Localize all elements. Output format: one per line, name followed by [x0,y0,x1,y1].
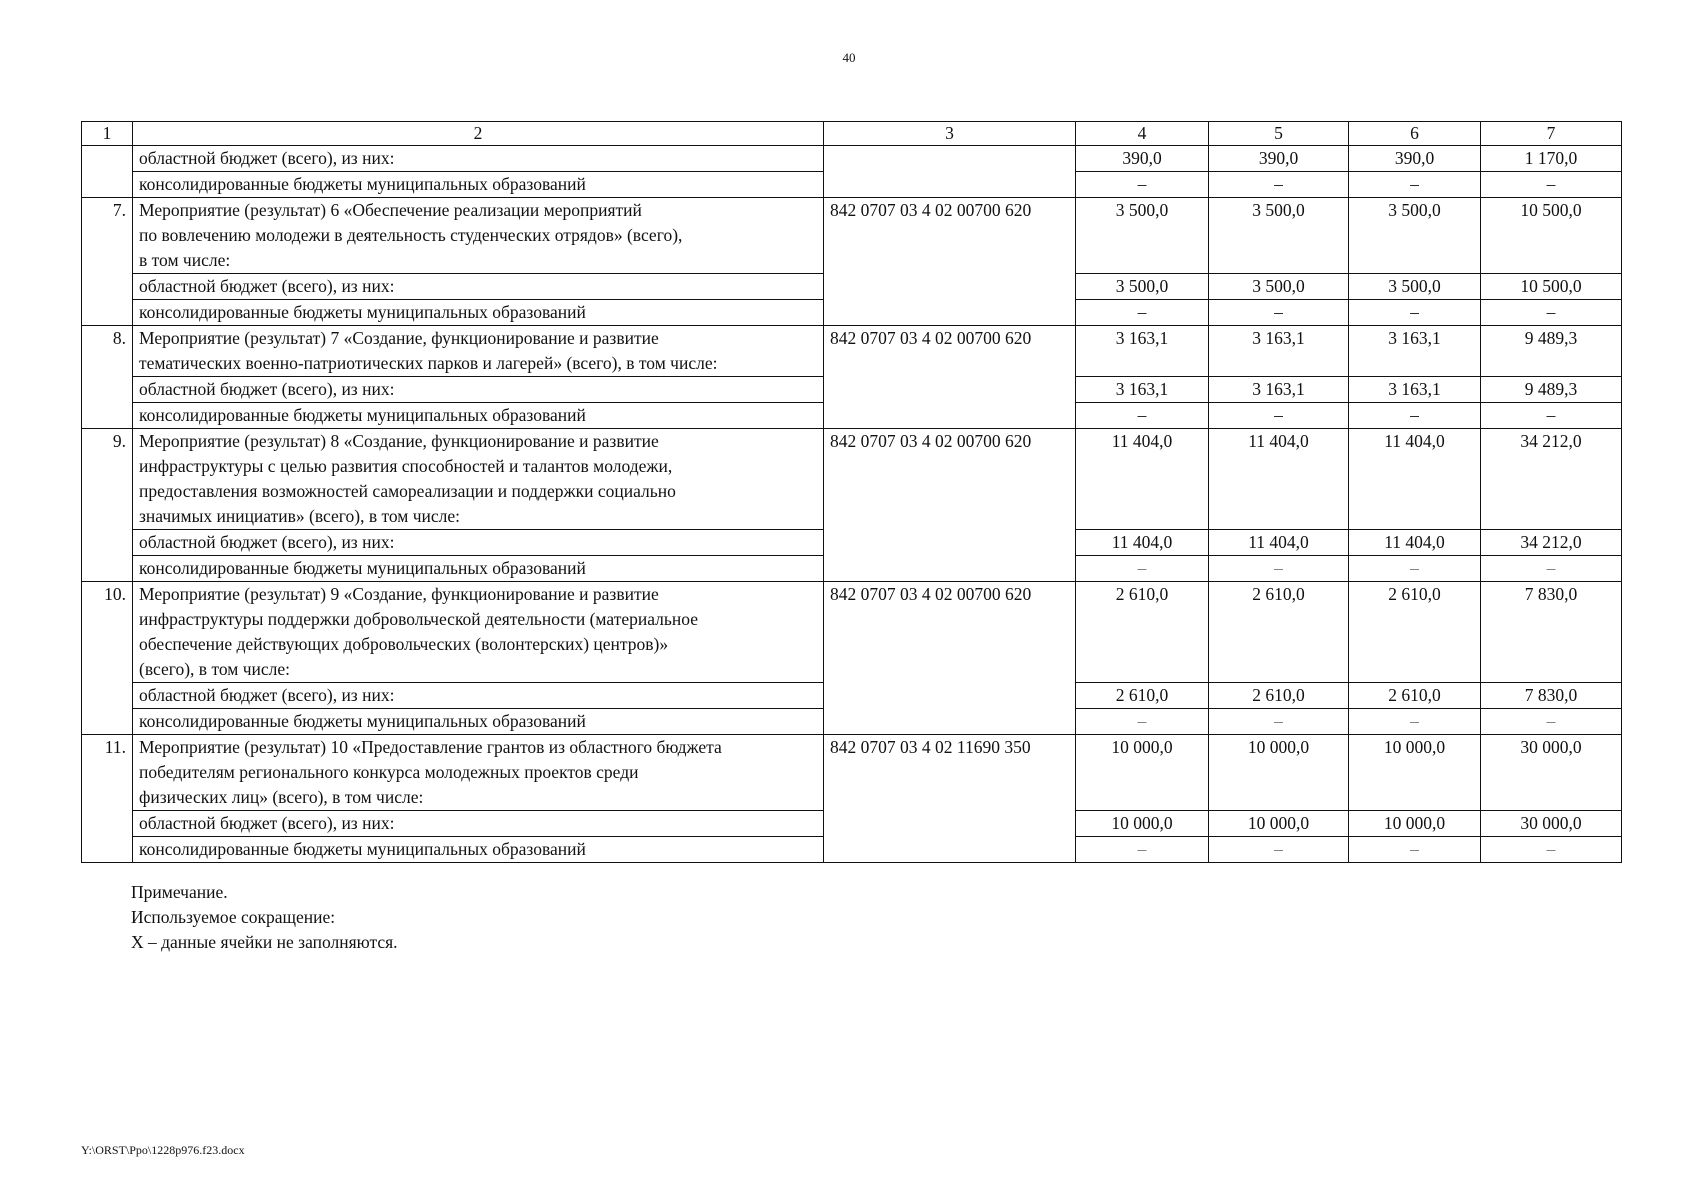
column-header: 5 [1209,122,1349,146]
value-cell: – [1481,709,1622,735]
column-header: 2 [133,122,824,146]
value-cell: 3 163,1 [1076,326,1209,377]
table-row [82,429,1622,530]
value-cell: – [1349,837,1481,863]
value-cell: – [1481,837,1622,863]
value-cell: 3 163,1 [1209,377,1349,403]
value-cell: – [1209,556,1349,582]
value-cell: 2 610,0 [1349,582,1481,683]
value-cell: 2 610,0 [1349,683,1481,709]
value-cell: 390,0 [1209,146,1349,172]
value-cell: 3 500,0 [1209,274,1349,300]
value-cell: – [1481,403,1622,429]
value-cell: – [1076,403,1209,429]
value-cell: 10 500,0 [1481,274,1622,300]
value-cell: 30 000,0 [1481,811,1622,837]
value-cell: 30 000,0 [1481,735,1622,811]
value-cell: 3 163,1 [1349,377,1481,403]
header-row [82,122,1622,146]
value-cell: – [1209,300,1349,326]
activity-title-line: (всего), в том числе: [139,659,291,679]
value-cell: 10 000,0 [1076,811,1209,837]
value-cell: – [1349,300,1481,326]
value-cell: – [1481,556,1622,582]
row-number-cell: 11. [82,735,133,863]
activity-title-line: в том числе: [139,250,231,270]
value-cell: 11 404,0 [1209,429,1349,530]
municipal-budget-label: консолидированные бюджеты муниципальных образований [133,556,824,582]
activity-title-line: победителям регионального конкурса молодежных проектов среди [139,762,639,782]
municipal-budget-label: консолидированные бюджеты муниципальных образований [133,300,824,326]
value-cell: 10 000,0 [1349,735,1481,811]
page-number: 40 [842,50,856,65]
column-header: 1 [82,122,133,146]
value-cell: 11 404,0 [1209,530,1349,556]
activity-title-line: тематических военно-патриотических парков и лагерей» (всего), в том числе: [139,353,718,373]
value-cell: 11 404,0 [1076,530,1209,556]
note [131,880,398,955]
value-cell: – [1209,172,1349,198]
activity-title-line: Мероприятие (результат) 9 «Создание, функционирование и развитие [139,584,659,604]
municipal-budget-label: консолидированные бюджеты муниципальных образований [133,403,824,429]
value-cell: 11 404,0 [1349,530,1481,556]
table-row [82,735,1622,811]
value-cell: 2 610,0 [1076,683,1209,709]
value-cell: – [1076,300,1209,326]
value-cell: 7 830,0 [1481,582,1622,683]
row-number-cell: 7. [82,198,133,326]
value-cell: 3 500,0 [1209,198,1349,274]
municipal-budget-label: консолидированные бюджеты муниципальных образований [133,837,824,863]
value-cell: 1 170,0 [1481,146,1622,172]
value-cell: 2 610,0 [1209,683,1349,709]
activity-title-cell [133,429,824,530]
activity-title-cell [133,582,824,683]
value-cell: 11 404,0 [1349,429,1481,530]
value-cell: 3 163,1 [1076,377,1209,403]
activity-title-line: значимых инициатив» (всего), в том числе: [139,506,461,526]
value-cell: – [1349,556,1481,582]
activity-title-line: Мероприятие (результат) 6 «Обеспечение реализации мероприятий [139,200,642,220]
table-body [82,122,1622,863]
value-cell: 34 212,0 [1481,429,1622,530]
value-cell: – [1209,837,1349,863]
value-cell: 3 500,0 [1349,198,1481,274]
table-row [82,582,1622,683]
value-cell: – [1076,709,1209,735]
value-cell: 390,0 [1076,146,1209,172]
column-header: 3 [824,122,1076,146]
table-row [82,146,1622,172]
note-line: Х – данные ячейки не заполняются. [131,932,398,952]
note-line: Примечание. [131,882,228,902]
activity-title-line: Мероприятие (результат) 10 «Предоставление грантов из областного бюджета [139,737,722,757]
code-cell: 842 0707 03 4 02 00700 620 [824,429,1076,582]
value-cell: 9 489,3 [1481,326,1622,377]
column-header: 7 [1481,122,1622,146]
value-cell: – [1349,403,1481,429]
code-cell [824,146,1076,198]
row-number-cell [82,146,133,198]
value-cell: 10 500,0 [1481,198,1622,274]
table-row [82,326,1622,377]
budget-table [81,121,1622,863]
row-number-cell: 8. [82,326,133,429]
value-cell: 11 404,0 [1076,429,1209,530]
value-cell: – [1076,837,1209,863]
regional-budget-label: областной бюджет (всего), из них: [133,274,824,300]
value-cell: 3 163,1 [1209,326,1349,377]
value-cell: 7 830,0 [1481,683,1622,709]
value-cell: 390,0 [1349,146,1481,172]
value-cell: – [1076,556,1209,582]
row-number-cell: 9. [82,429,133,582]
code-cell: 842 0707 03 4 02 00700 620 [824,198,1076,326]
value-cell: – [1349,709,1481,735]
value-cell: 10 000,0 [1209,735,1349,811]
municipal-budget-label: консолидированные бюджеты муниципальных образований [133,172,824,198]
file-path-footer: Y:\ORST\Ppo\1228p976.f23.docx [81,1143,245,1157]
activity-title-cell [133,735,824,811]
regional-budget-label: областной бюджет (всего), из них: [133,377,824,403]
activity-title-line: Мероприятие (результат) 8 «Создание, функционирование и развитие [139,431,659,451]
activity-title-line: предоставления возможностей самореализации и поддержки социально [139,481,676,501]
row-number-cell: 10. [82,582,133,735]
value-cell: 34 212,0 [1481,530,1622,556]
code-cell: 842 0707 03 4 02 00700 620 [824,326,1076,429]
column-header: 6 [1349,122,1481,146]
activity-title-line: физических лиц» (всего), в том числе: [139,787,424,807]
column-header: 4 [1076,122,1209,146]
code-cell: 842 0707 03 4 02 11690 350 [824,735,1076,863]
activity-title-line: Мероприятие (результат) 7 «Создание, функционирование и развитие [139,328,659,348]
value-cell: 10 000,0 [1076,735,1209,811]
value-cell: – [1076,172,1209,198]
value-cell: 2 610,0 [1209,582,1349,683]
value-cell: – [1209,709,1349,735]
activity-title-line: инфраструктуры поддержки добровольческой деятельности (материальное [139,609,698,629]
note-line: Используемое сокращение: [131,907,336,927]
value-cell: 3 500,0 [1076,274,1209,300]
value-cell: 9 489,3 [1481,377,1622,403]
regional-budget-label: областной бюджет (всего), из них: [133,530,824,556]
regional-budget-label: областной бюджет (всего), из них: [133,683,824,709]
value-cell: 10 000,0 [1349,811,1481,837]
activity-title-line: обеспечение действующих добровольческих (волонтерских) центров)» [139,634,669,654]
value-cell: – [1349,172,1481,198]
value-cell: 3 500,0 [1349,274,1481,300]
value-cell: – [1209,403,1349,429]
activity-title-line: по вовлечению молодежи в деятельность студенческих отрядов» (всего), [139,225,683,245]
activity-title-line: инфраструктуры с целью развития способностей и талантов молодежи, [139,456,673,476]
value-cell: – [1481,300,1622,326]
activity-title-cell [133,198,824,274]
regional-budget-label: областной бюджет (всего), из них: [133,811,824,837]
code-cell: 842 0707 03 4 02 00700 620 [824,582,1076,735]
activity-title-cell [133,326,824,377]
table-row [82,198,1622,274]
value-cell: 3 500,0 [1076,198,1209,274]
value-cell: – [1481,172,1622,198]
regional-budget-label: областной бюджет (всего), из них: [133,146,824,172]
municipal-budget-label: консолидированные бюджеты муниципальных образований [133,709,824,735]
value-cell: 2 610,0 [1076,582,1209,683]
value-cell: 3 163,1 [1349,326,1481,377]
value-cell: 10 000,0 [1209,811,1349,837]
